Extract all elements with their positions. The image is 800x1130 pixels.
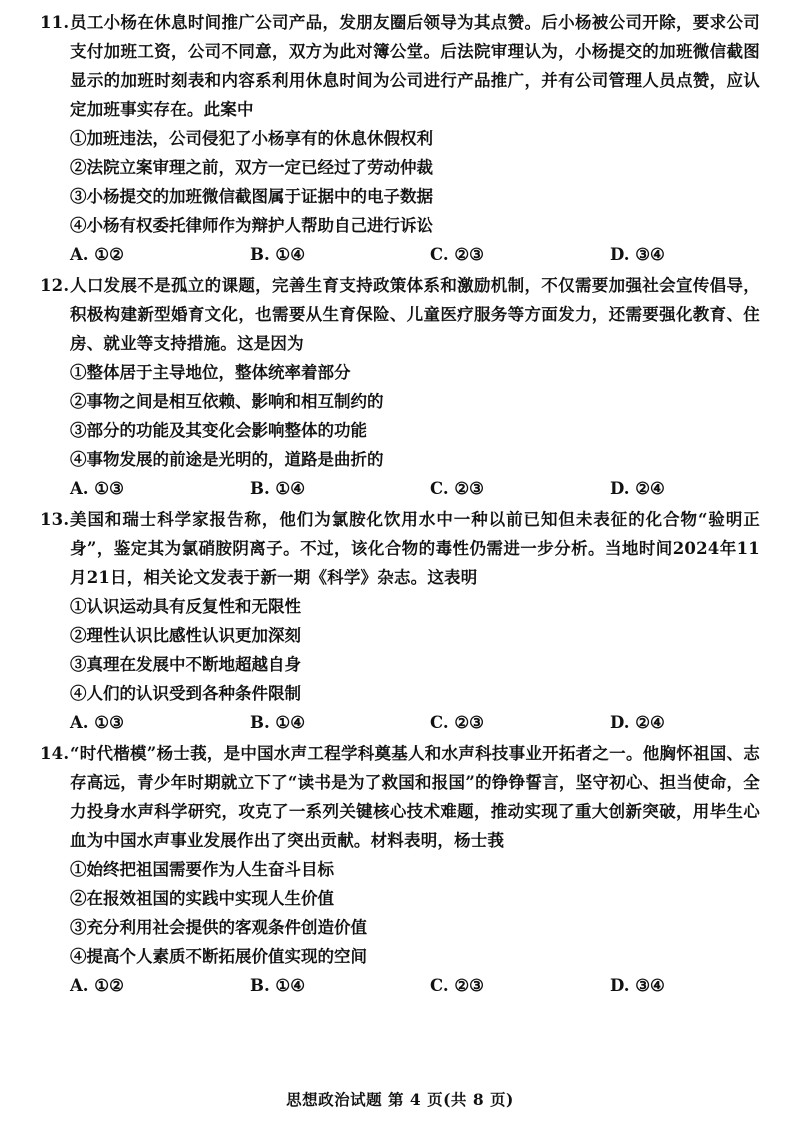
choice-d: D. ③④ [610, 976, 665, 995]
statement-item: ①整体居于主导地位，整体统率着部分 [70, 363, 351, 382]
statement-item: ③充分利用社会提供的客观条件创造价值 [70, 918, 367, 937]
choice-b: B. ①④ [250, 245, 306, 264]
statement-item: ④提高个人素质不断拓展价值实现的空间 [70, 947, 367, 966]
question-number: 12. [40, 276, 70, 295]
answer-choices [40, 708, 760, 737]
choice-c: C. ②③ [430, 713, 484, 732]
statement-item: ①始终把祖国需要作为人生奋斗目标 [70, 860, 334, 879]
statement-item: ②事物之间是相互依赖、影响和相互制约的 [70, 392, 384, 411]
statement-item: ②法院立案审理之前，双方一定已经过了劳动仲裁 [70, 158, 433, 177]
question-stem [40, 505, 760, 592]
statement-item: ①认识运动具有反复性和无限性 [70, 597, 301, 616]
question-12 [40, 271, 760, 503]
choice-a: A. ①② [70, 245, 124, 264]
statement-list [40, 124, 760, 240]
answer-choices [40, 240, 760, 269]
question-number: 11. [40, 13, 70, 32]
page-footer: 思想政治试题 第 4 页(共 8 页) [286, 1090, 514, 1109]
statement-item: ③真理在发展中不断地超越自身 [70, 655, 301, 674]
choice-d: D. ③④ [610, 245, 665, 264]
choice-b: B. ①④ [250, 976, 306, 995]
question-text: “时代楷模”杨士莪，是中国水声工程学科奠基人和水声科技事业开拓者之一。他胸怀祖国、志存高远，青少年时期就立下了“读书是为了救国和报国”的铮铮誓言，坚守初心、担当使命，全力投身水声科学研究，攻克了一系列关键核心技术难题，推动实现了重大创新突破，用毕生心血为中国水声事业发展作出了突出贡献。材料表明，杨士莪 [70, 744, 760, 850]
statement-item: ④小杨有权委托律师作为辩护人帮助自己进行诉讼 [70, 216, 433, 235]
question-text: 美国和瑞士科学家报告称，他们为氯胺化饮用水中一种以前已知但未表征的化合物“验明正身”，鉴定其为氯硝胺阴离子。不过，该化合物的毒性仍需进一步分析。当地时间2024年11月21日，相关论文发表于新一期《科学》杂志。这表明 [70, 510, 760, 587]
statement-item: ②理性认识比感性认识更加深刻 [70, 626, 301, 645]
statement-item: ④人们的认识受到各种条件限制 [70, 684, 301, 703]
question-stem [40, 739, 760, 855]
question-14 [40, 739, 760, 1000]
answer-choices [40, 971, 760, 1000]
choice-d: D. ②④ [610, 713, 665, 732]
statement-item: ②在报效祖国的实践中实现人生价值 [70, 889, 334, 908]
statement-list [40, 855, 760, 971]
question-text: 人口发展不是孤立的课题，完善生育支持政策体系和激励机制，不仅需要加强社会宣传倡导，积极构建新型婚育文化，也需要从生育保险、儿童医疗服务等方面发力，还需要强化教育、住房、就业等支持措施。这是因为 [70, 276, 760, 353]
choice-a: A. ①③ [70, 479, 124, 498]
question-number: 14. [40, 744, 70, 763]
choice-b: B. ①④ [250, 713, 306, 732]
question-number: 13. [40, 510, 70, 529]
question-stem [40, 8, 760, 124]
statement-list [40, 358, 760, 474]
statement-item: ③小杨提交的加班微信截图属于证据中的电子数据 [70, 187, 433, 206]
choice-c: C. ②③ [430, 976, 484, 995]
question-stem [40, 271, 760, 358]
choice-a: A. ①② [70, 976, 124, 995]
choice-c: C. ②③ [430, 245, 484, 264]
statement-item: ④事物发展的前途是光明的，道路是曲折的 [70, 450, 384, 469]
question-13 [40, 505, 760, 737]
answer-choices [40, 474, 760, 503]
statement-item: ①加班违法，公司侵犯了小杨享有的休息休假权利 [70, 129, 433, 148]
question-text: 员工小杨在休息时间推广公司产品，发朋友圈后领导为其点赞。后小杨被公司开除，要求公司支付加班工资，公司不同意，双方为此对簿公堂。后法院审理认为，小杨提交的加班微信截图显示的加班时刻表和内容系利用休息时间为公司进行产品推广，并有公司管理人员点赞，应认定加班事实存在。此案中 [70, 13, 760, 119]
choice-a: A. ①③ [70, 713, 124, 732]
statement-item: ③部分的功能及其变化会影响整体的功能 [70, 421, 367, 440]
question-11 [40, 8, 760, 269]
choice-d: D. ②④ [610, 479, 665, 498]
choice-c: C. ②③ [430, 479, 484, 498]
statement-list [40, 592, 760, 708]
choice-b: B. ①④ [250, 479, 306, 498]
